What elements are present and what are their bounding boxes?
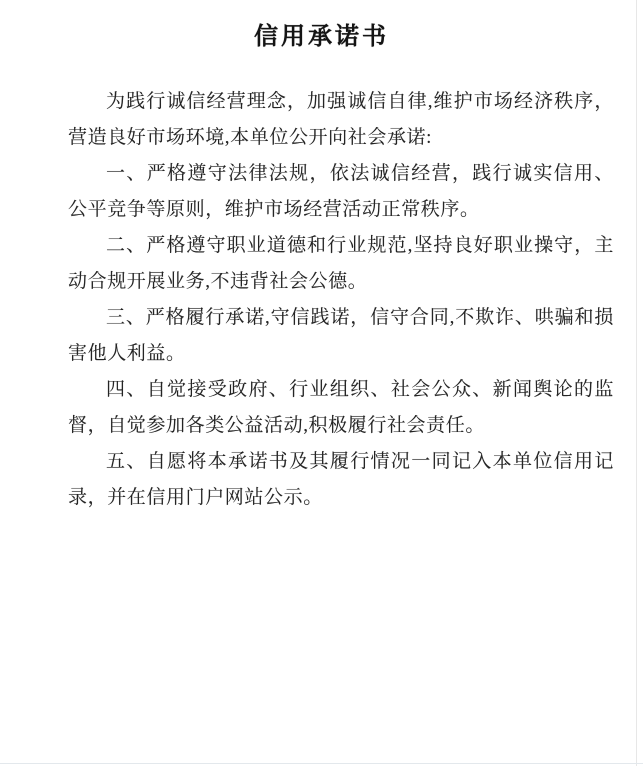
commitment-item-3: 三、严格履行承诺,守信践诺，信守合同,不欺诈、哄骗和损害他人利益。 (68, 307, 614, 364)
commitment-item-4: 四、自觉接受政府、行业组织、社会公众、新闻舆论的监督，自觉参加各类公益活动,积极履行社会责任。 (68, 379, 614, 436)
signature-area (0, 560, 643, 766)
document-body (68, 84, 614, 516)
commitment-item-2: 二、严格遵守职业道德和行业规范,坚持良好职业操守，主动合规开展业务,不违背社会公德。 (68, 235, 614, 292)
commitment-item-1: 一、严格遵守法律法规，依法诚信经营，践行诚实信用、公平竞争等原则，维护市场经营活动正常秩序。 (68, 163, 614, 220)
commitment-item-5: 五、自愿将本承诺书及其履行情况一同记入本单位信用记录，并在信用门户网站公示。 (68, 451, 614, 508)
page-edge-line-right (636, 0, 637, 766)
page-edge-line-bottom (0, 763, 643, 764)
intro-paragraph: 为践行诚信经营理念，加强诚信自律,维护市场经济秩序，营造良好市场环境,本单位公开向社会承诺: (68, 91, 614, 148)
document-title: 信用承诺书 (254, 24, 389, 50)
